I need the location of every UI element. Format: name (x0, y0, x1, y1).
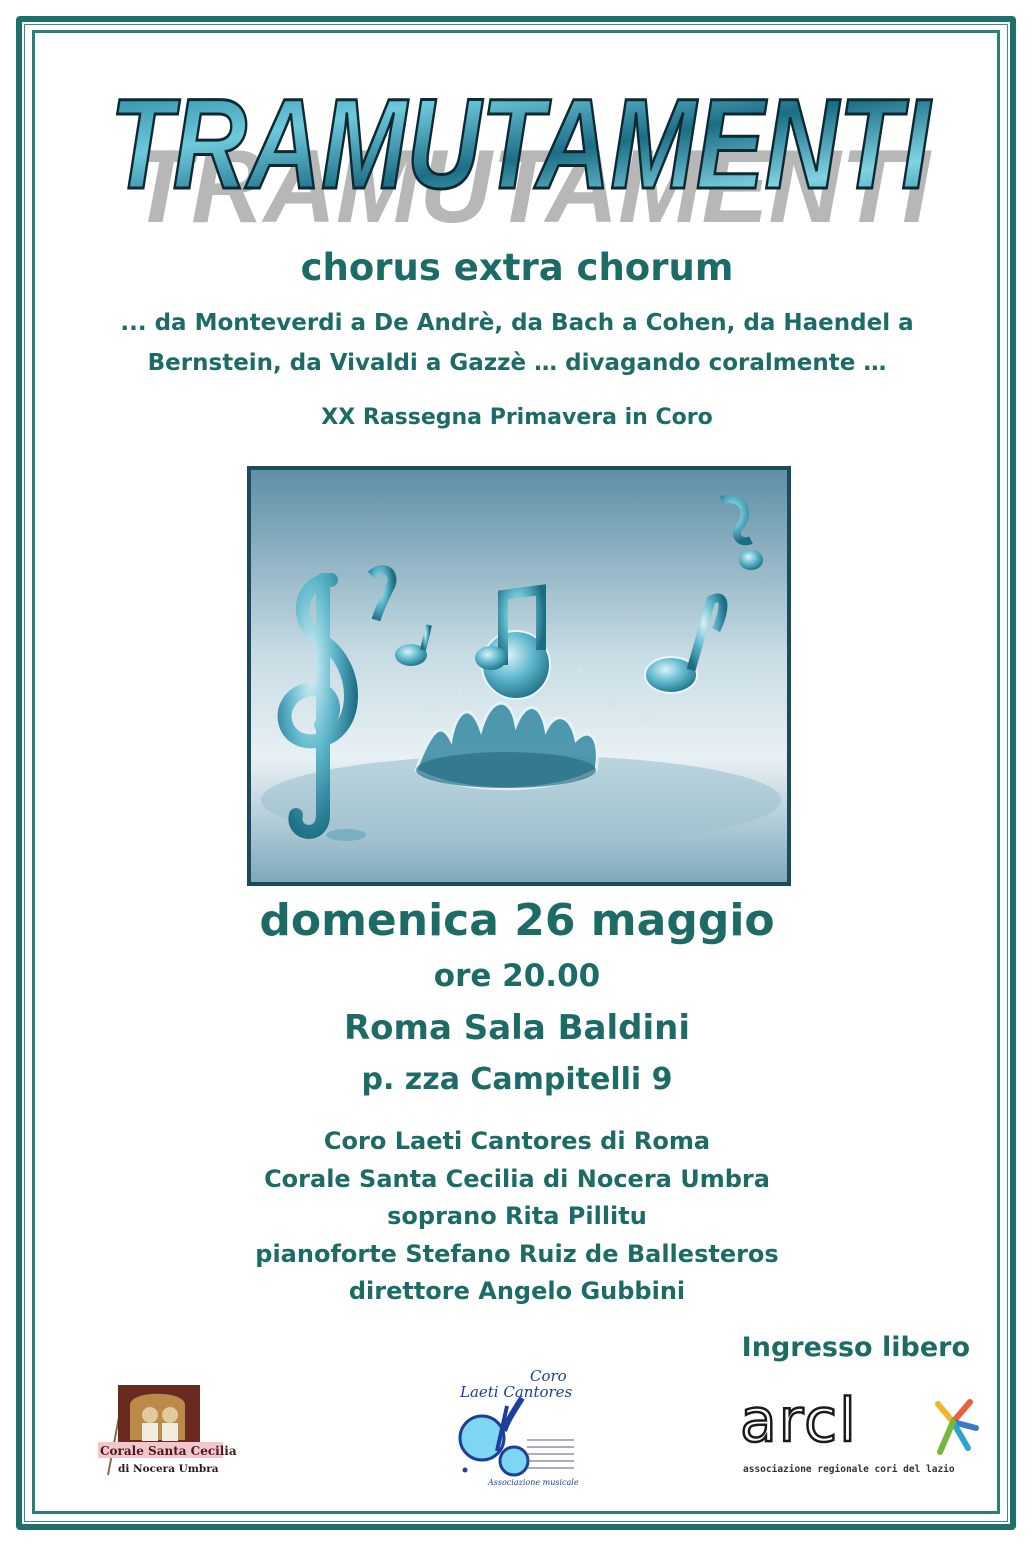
performer-item: pianoforte Stefano Ruiz de Ballesteros (255, 1239, 779, 1268)
description-line-2: Bernstein, da Vivaldi a Gazzè … divagando coralmente … (147, 350, 887, 376)
description (60, 303, 974, 383)
santa-cecilia-name: Corale Santa Cecilia (100, 1444, 237, 1458)
laeti-cantores-subtitle: Associazione musicale (488, 1478, 579, 1487)
event-time: ore 20.00 (433, 958, 601, 994)
free-entry-label: Ingresso libero (741, 1332, 970, 1363)
event-date: domenica 26 maggio (259, 895, 775, 946)
title-shadow: TRAMUTAMENTI (130, 129, 933, 235)
event-address: p. zza Campitelli 9 (361, 1062, 673, 1097)
performer-item: direttore Angelo Gubbini (348, 1277, 686, 1305)
title-banner (100, 60, 940, 235)
series-title: XX Rassegna Primavera in Coro (321, 405, 713, 430)
subtitle: chorus extra chorum (300, 246, 734, 289)
water-music-photo (247, 466, 791, 886)
laeti-cantores-logo (452, 1366, 582, 1490)
performer-item: Coro Laeti Cantores di Roma (323, 1127, 711, 1155)
santa-cecilia-logo (90, 1380, 237, 1480)
performer-item: Corale Santa Cecilia di Nocera Umbra (264, 1164, 770, 1193)
description-line-1: ... da Monteverdi a De Andrè, da Bach a Cohen, da Haendel a (120, 310, 914, 336)
laeti-cantores-name: Laeti Cantores (460, 1383, 573, 1401)
event-venue: Roma Sala Baldini (344, 1008, 690, 1048)
performer-item: soprano Rita Pillitu (387, 1202, 647, 1230)
arcl-subtitle: associazione regionale cori del lazio (743, 1464, 955, 1475)
title-text: TRAMUTAMENTI (110, 73, 932, 216)
arcl-name: arcl (740, 1386, 858, 1456)
performers-list (60, 1123, 974, 1311)
laeti-cantores-coro: Coro (530, 1367, 567, 1385)
arcl-logo (738, 1386, 984, 1478)
title-graphic (100, 60, 940, 235)
santa-cecilia-place: di Nocera Umbra (118, 1463, 219, 1475)
water-music-illustration (251, 470, 787, 882)
